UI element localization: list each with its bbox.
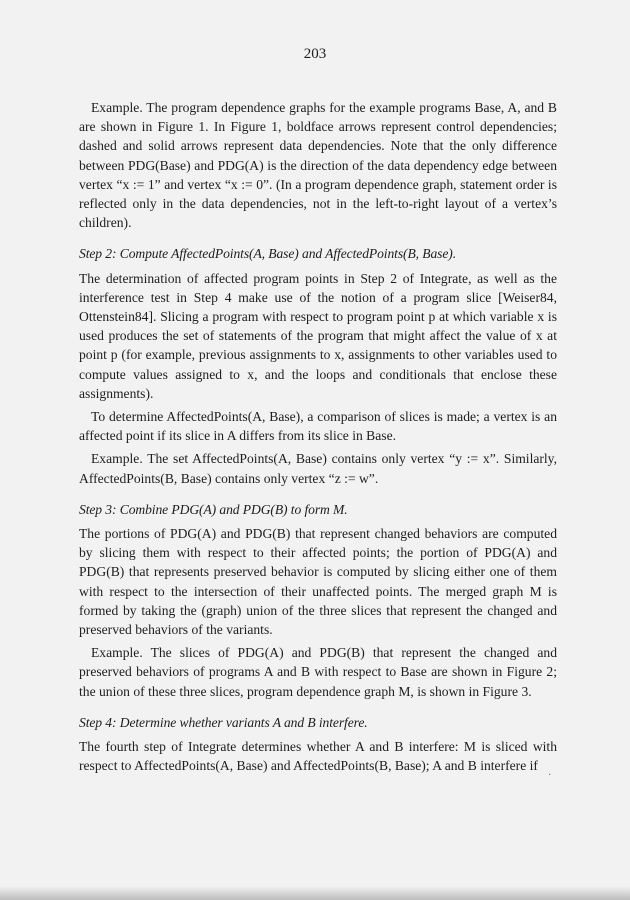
paragraph-example-affected-points: Example. The set AffectedPoints(A, Base) contains only vertex “y := x”. Similarly, AffectedPoints(B, Base) contains only vertex “z := w”. (79, 451, 557, 486)
paragraph-interference: The fourth step of Integrate determines whether A and B interfere: M is sliced with respect to AffectedPoints(A, Base) and AffectedPoints(B, Base); A and B interfere if (79, 739, 557, 774)
step-3-heading: Step 3: Combine PDG(A) and PDG(B) to form M. (79, 501, 348, 517)
paragraph-affected-points: To determine AffectedPoints(A, Base), a comparison of slices is made; a vertex is an affected point if its slice in A differs from its slice in Base. (79, 409, 557, 444)
page-body (79, 98, 557, 776)
paragraph-combine-pdg: The portions of PDG(A) and PDG(B) that represent changed behaviors are computed by slicing them with respect to their affected points; the portion of PDG(A) and PDG(B) that represents preserved behavior is computed by slicing either one of them with respect to the intersection of their unaffected points. The merged graph M is formed by taking the (graph) union of the three slices that represent the changed and preserved behaviors of the variants. (79, 526, 557, 638)
step-2-heading: Step 2: Compute AffectedPoints(A, Base) and AffectedPoints(B, Base). (79, 246, 457, 262)
speck-mark: · (548, 770, 552, 781)
paragraph-program-slice: The determination of affected program points in Step 2 of Integrate, as well as the interference test in Step 4 make use of the notion of a program slice [Weiser84, Ottenstein84]. Slicing a program with respect to program point p at which variable x is used produces the set of statements of the program that might affect the value of x at point p (for example, previous assignments to x, assignments to other variables used to compute values assigned to x, and the loops and conditionals that enclose these assignments). (79, 270, 557, 401)
paragraph-example-figure-1: Example. The program dependence graphs for the example programs Base, A, and B are shown in Figure 1. In Figure 1, boldface arrows represent control dependencies; dashed and solid arrows represent data dependencies. Note that the only difference between PDG(Base) and PDG(A) is the direction of the data dependency edge between vertex “x := 1” and vertex “x := 0”. (In a program dependence graph, statement order is reflected only in the data dependencies, not in the left-to-right layout of a vertex’s children). (79, 100, 557, 231)
step-4-heading: Step 4: Determine whether variants A and B interfere. (79, 714, 368, 730)
paragraph-example-slices: Example. The slices of PDG(A) and PDG(B) that represent the changed and preserved behaviors of programs A and B with respect to Base are shown in Figure 2; the union of these three slices, program dependence graph M, is shown in Figure 3. (79, 645, 557, 699)
page-number: 203 (303, 46, 327, 62)
